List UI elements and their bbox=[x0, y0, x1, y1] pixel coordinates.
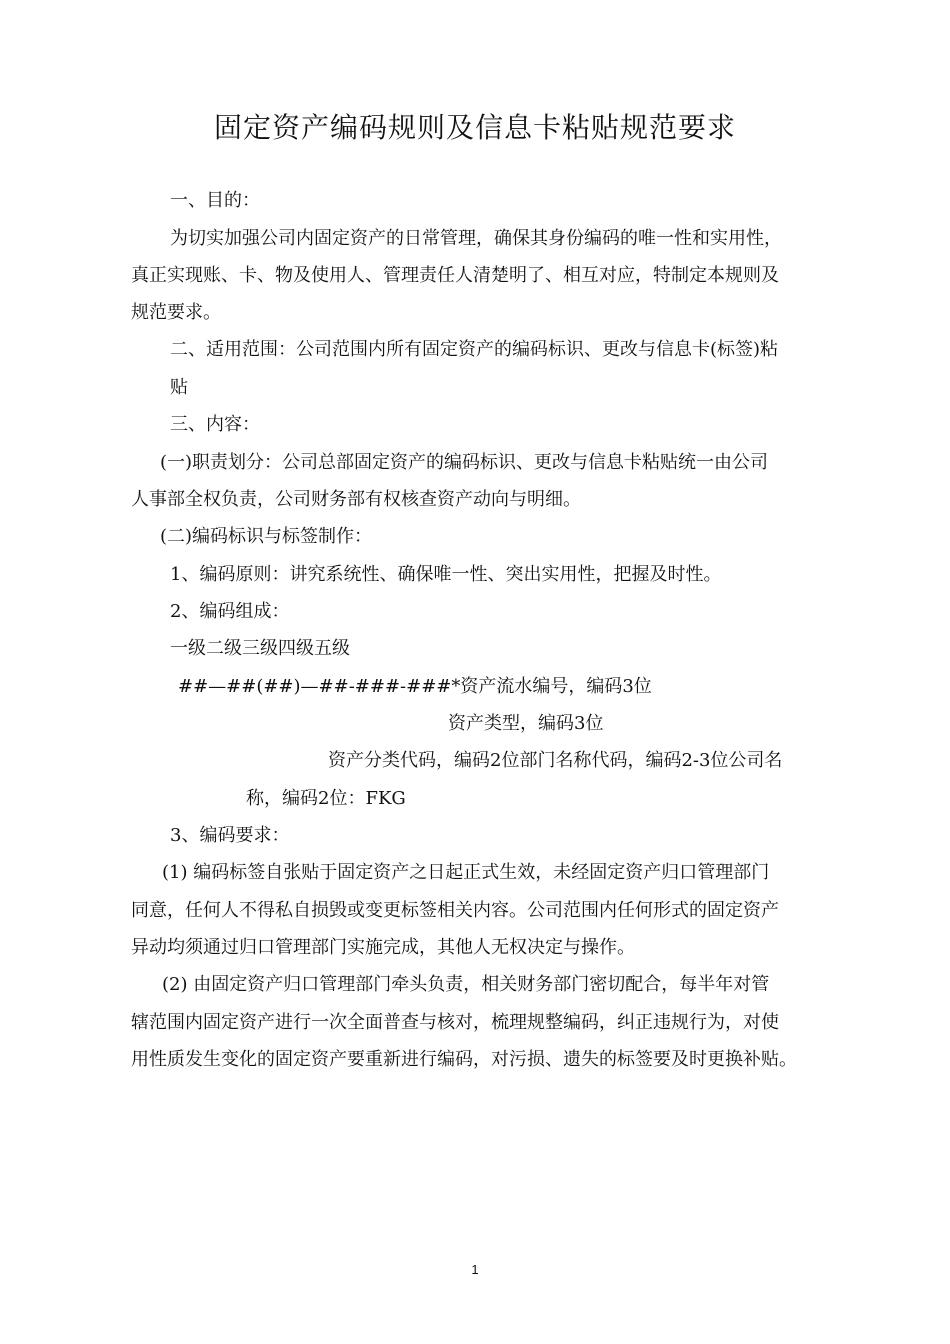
code-explanation-line: 资产分类代码，编码2位部门名称代码，编码2-3位公司名 bbox=[328, 750, 783, 771]
paragraph-line: 1、编码原则：讲究系统性、确保唯一性、突出实用性，把握及时性。 bbox=[170, 564, 722, 585]
paragraph-line: 贴 bbox=[170, 377, 188, 398]
paragraph-line: (2) 由固定资产归口管理部门牵头负责，相关财务部门密切配合，每半年对管 bbox=[162, 974, 770, 995]
code-explanation-line: 资产类型，编码3位 bbox=[448, 713, 604, 734]
paragraph-line: 为切实加强公司内固定资产的日常管理，确保其身份编码的唯一性和实用性， bbox=[170, 228, 782, 249]
section-heading-content: 三、内容： bbox=[170, 414, 260, 435]
paragraph-line: 辖范围内固定资产进行一次全面普查与核对，梳理规整编码，纠正违规行为，对使 bbox=[131, 1012, 779, 1033]
document-title: 固定资产编码规则及信息卡粘贴规范要求 bbox=[213, 111, 736, 144]
paragraph-line: 2、编码组成： bbox=[170, 601, 290, 622]
paragraph-line: 真正实现账、卡、物及使用人、管理责任人清楚明了、相互对应，特制定本规则及 bbox=[131, 265, 779, 286]
paragraph-line: 3、编码要求： bbox=[170, 825, 290, 846]
section-heading-scope: 二、适用范围：公司范围内所有固定资产的编码标识、更改与信息卡(标签)粘 bbox=[170, 339, 779, 360]
code-explanation-line: 称，编码2位：FKG bbox=[246, 788, 406, 809]
paragraph-line: (1) 编码标签自张贴于固定资产之日起正式生效，未经固定资产归口管理部门 bbox=[162, 862, 770, 883]
paragraph-line: 同意，任何人不得私自损毁或变更标签相关内容。公司范围内任何形式的固定资产 bbox=[131, 900, 779, 921]
subsection-heading: (二)编码标识与标签制作： bbox=[160, 526, 373, 547]
paragraph-line: (一)职责划分：公司总部固定资产的编码标识、更改与信息卡粘贴统一由公司 bbox=[160, 452, 769, 473]
paragraph-line: 用性质发生变化的固定资产要重新进行编码，对污损、遗失的标签要及时更换补贴。 bbox=[131, 1049, 797, 1070]
paragraph-line: 规范要求。 bbox=[131, 302, 221, 323]
code-pattern-line: ##—##(##)—##-###-###*资产流水编号，编码3位 bbox=[178, 676, 652, 697]
paragraph-line: 人事部全权负责，公司财务部有权核查资产动向与明细。 bbox=[131, 489, 581, 510]
section-heading-purpose: 一、目的： bbox=[170, 190, 260, 211]
paragraph-line: 异动均须通过归口管理部门实施完成，其他人无权决定与操作。 bbox=[131, 937, 635, 958]
page-number: 1 bbox=[471, 1262, 479, 1277]
code-levels-line: 一级二级三级四级五级 bbox=[170, 638, 350, 659]
